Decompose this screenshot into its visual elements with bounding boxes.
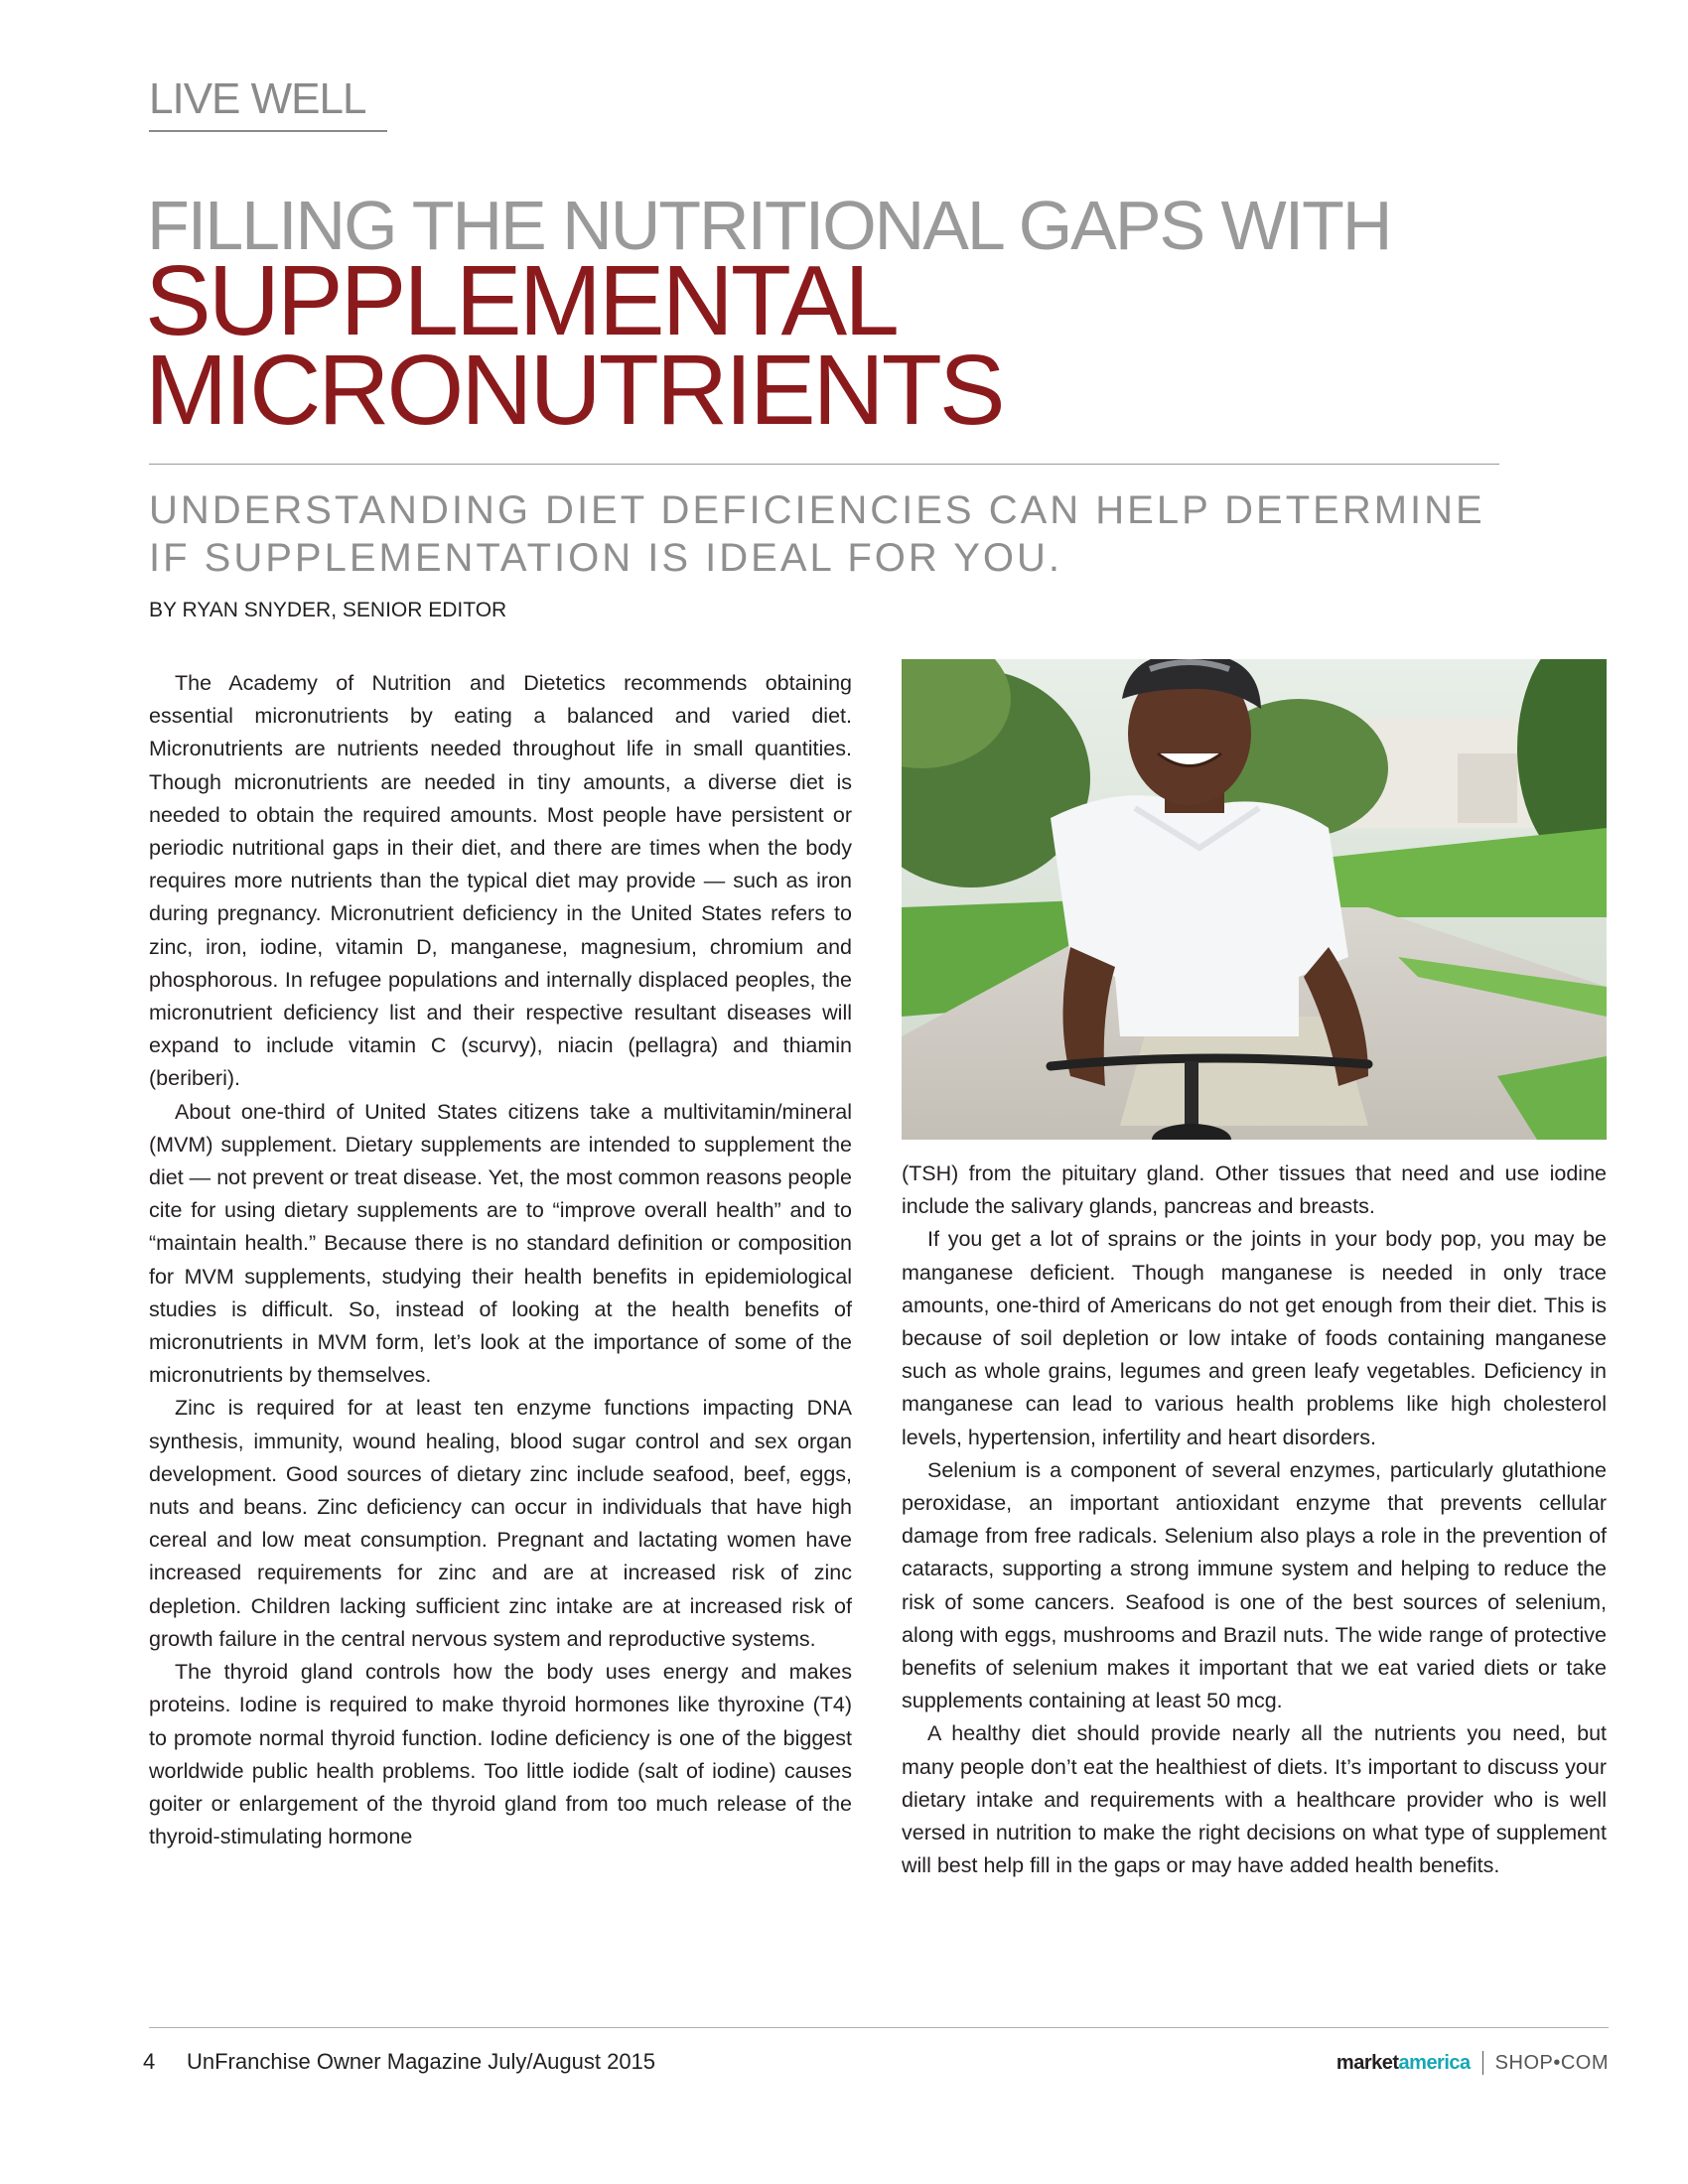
section-divider	[149, 130, 387, 132]
section-label: LIVE WELL	[149, 74, 366, 123]
paragraph: A healthy diet should provide nearly all the nutrients you need, but many people don’t eat the healthiest of diets. It’s important to discuss your dietary intake and requirements with a healthcare provider who is well versed in nutrition to make the right decisions on what type of supplement will best help fill in the gaps or may have added health benefits.	[902, 1721, 1607, 1878]
paragraph: If you get a lot of sprains or the joints in your body pop, you may be manganese deficient. Though manganese is needed in only trace amounts, one-third of Americans do not get enough from their diet. This is because of soil depletion or low intake of foods containing manganese such as whole grains, legumes and green leafy vegetables. Deficiency in manganese can lead to various health problems like high cholesterol levels, hypertension, infertility and heart disorders.	[902, 1227, 1607, 1449]
logo-market-text: market	[1336, 2051, 1399, 2074]
article-deck	[149, 486, 1519, 582]
footer-divider	[149, 2027, 1609, 2028]
headline-main-line1: SUPPLEMENTAL	[145, 245, 897, 356]
page-number: 4	[143, 2049, 156, 2074]
market-america-logo	[1336, 2052, 1471, 2075]
headline-main-line2: MICRONUTRIENTS	[145, 335, 1003, 446]
footer-logos	[1336, 2051, 1609, 2075]
headline-kicker: FILLING THE NUTRITIONAL GAPS WITH	[147, 187, 1391, 264]
paragraph: The thyroid gland controls how the body uses energy and makes proteins. Iodine is required to make thyroid hormones like thyroxine (T4) to promote normal thyroid function. Iodine deficiency is one of the biggest worldwide public health problems. Too little iodide (salt of iodine) causes goiter or enlargement of the thyroid gland from too much release of the thyroid-stimulating hormone	[149, 1660, 852, 1849]
deck-line2: IF SUPPLEMENTATION IS IDEAL FOR YOU.	[149, 536, 1062, 580]
magazine-issue: UnFranchise Owner Magazine July/August 2015	[187, 2049, 656, 2074]
deck-line1: UNDERSTANDING DIET DEFICIENCIES CAN HELP DETERMINE	[149, 488, 1485, 532]
headline-main	[145, 245, 1003, 446]
paragraph: Selenium is a component of several enzymes, particularly glutathione peroxidase, an important antioxidant enzyme that prevents cellular damage from free radicals. Selenium also plays a role in the prevention of cataracts, supporting a strong immune system and helping to reduce the risk of some cancers. Seafood is one of the best sources of selenium, along with eggs, mushrooms and Brazil nuts. The wide range of protective benefits of selenium makes it important that we eat varied diets or take supplements containing at least 50 mcg.	[902, 1457, 1607, 1713]
paragraph-continuation: (TSH) from the pituitary gland. Other tissues that need and use iodine include the salivary glands, pancreas and breasts.	[902, 1161, 1607, 1219]
byline: BY RYAN SNYDER, SENIOR EDITOR	[149, 599, 507, 621]
paragraph: Zinc is required for at least ten enzyme functions impacting DNA synthesis, immunity, wound healing, blood sugar control and sex organ development. Good sources of dietary zinc include seafood, beef, eggs, nuts and beans. Zinc deficiency can occur in individuals that have high cereal and low meat consumption. Pregnant and lactating women have increased requirements for zinc and are at increased risk of zinc depletion. Children lacking sufficient zinc intake are at increased risk of growth failure in the central nervous system and reproductive systems.	[149, 1396, 852, 1651]
paragraph: The Academy of Nutrition and Dietetics recommends obtaining essential micronutrients by eating a balanced and varied diet. Micronutrients are nutrients needed throughout life in small quantities. Though micronutrients are needed in tiny amounts, a diverse diet is needed to obtain the required amounts. Most people have persistent or periodic nutritional gaps in their diet, and there are times when the body requires more nutrients than the typical diet may provide — such as iron during pregnancy. Micronutrient deficiency in the United States refers to zinc, iron, iodine, vitamin D, manganese, magnesium, chromium and phosphorous. In refugee populations and internally displaced peoples, the micronutrient deficiency list and their respective resultant diseases will expand to include vitamin C (scurvy), niacin (pellagra) and thiamin (beriberi).	[149, 671, 852, 1091]
paragraph: About one-third of United States citizens take a multivitamin/mineral (MVM) supplement. Dietary supplements are intended to supplement the diet — not prevent or treat disease. Yet, the most common reasons people cite for using dietary supplements are to “improve overall health” and to “maintain health.” Because there is no standard definition or composition for MVM supplements, studying their health benefits in epidemiological studies is difficult. So, instead of looking at the health benefits of micronutrients in MVM form, let’s look at the importance of some of the micronutrients by themselves.	[149, 1099, 852, 1388]
shop-com-logo: SHOP•COM	[1494, 2051, 1609, 2074]
logo-separator	[1482, 2051, 1483, 2075]
article-column-right	[902, 1158, 1607, 1882]
headline-divider	[149, 464, 1499, 465]
article-photo-cyclist	[902, 659, 1607, 1140]
logo-america-text: america	[1398, 2051, 1471, 2074]
article-column-left	[149, 667, 852, 1853]
